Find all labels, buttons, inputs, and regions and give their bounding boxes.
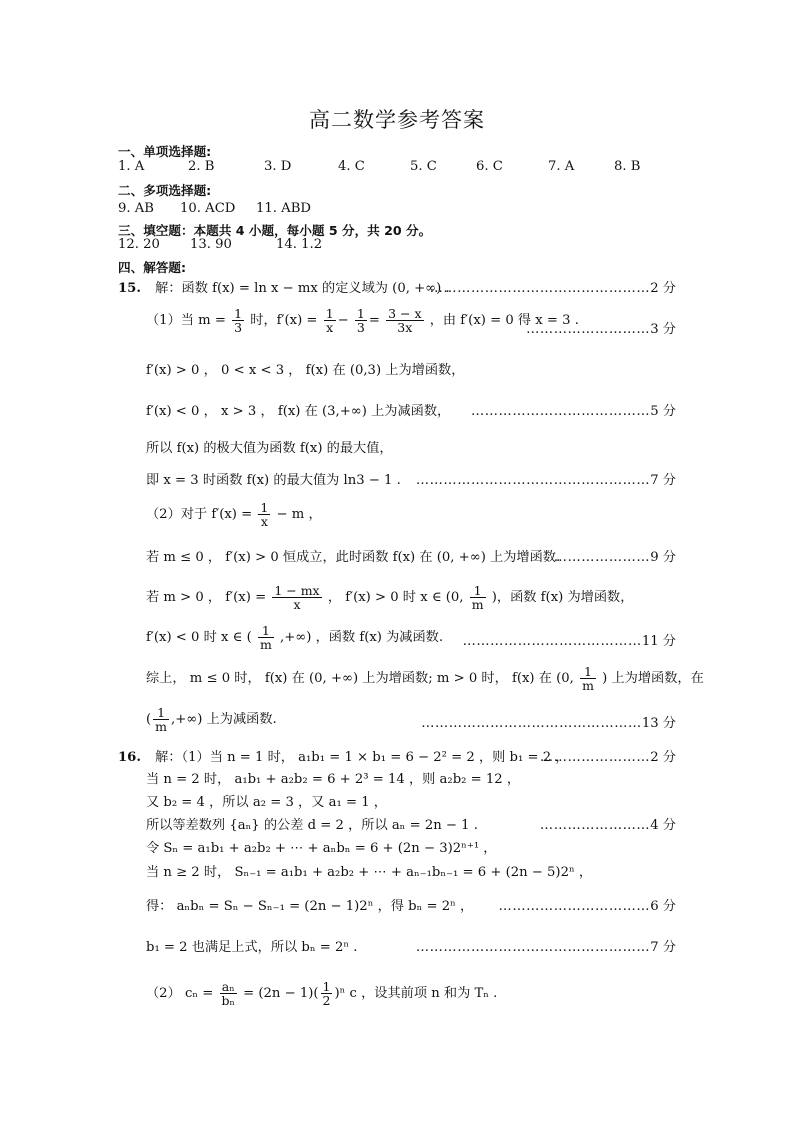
q15-points-2: ………………………3 分 (526, 322, 676, 337)
answer-6: 6. C (476, 159, 503, 174)
q16-line-7: 得： aₙbₙ = Sₙ − Sₙ₋₁ = (2n − 1)2ⁿ ，得 bₙ = 2ⁿ ， (146, 899, 474, 914)
fraction-1-minus-mx-over-x: $\frac{1 - mx}{x}$ (274, 583, 320, 613)
fraction-one-third: $\frac{1}{3}$ (234, 306, 243, 336)
q16-line-9: （2） cₙ = $\frac{\text{aₙ}}{\text{bₙ}}$ = (2n − 1)( $\frac{1}{2}$ )ⁿ c ，设其前项 n 和为 Tₙ . (146, 979, 498, 1009)
q16-line-1: 16. 解：（1）当 n = 1 时， a₁b₁ = 1 × b₁ = 6 − 2² = 2 ，则 b₁ = 2 ， (118, 750, 569, 765)
answer-8: 8. B (614, 159, 641, 174)
section-heading-single-choice: 一、单项选择题: (118, 144, 212, 159)
answer-3: 3. D (264, 159, 292, 174)
section-heading-multi-choice: 二、多项选择题: (118, 183, 212, 198)
answer-12: 12. 20 (118, 237, 160, 252)
q15-line-2: （1）当 m = $\frac{1}{3}$ 时，f′(x) = $\frac{1}{x}$ − $\frac{1}{3}$ = $\frac{3 - x}{3x}$ ，由 f′(x) = 0 得 x = 3 . (146, 306, 579, 336)
q16-line-6: 当 n ≥ 2 时， Sₙ₋₁ = a₁b₁ + a₂b₂ + ⋯ + aₙ₋₁bₙ₋₁ = 6 + (2n − 5)2ⁿ ， (146, 865, 593, 880)
q16-points-8: ……………………………………………7 分 (415, 940, 676, 955)
fraction-one-half: $\frac{1}{2}$ (322, 979, 331, 1009)
q15-number: 15. (118, 281, 141, 296)
q15-line-4: f′(x) < 0 ， x > 3 ， f(x) 在 (3,+∞) 上为减函数， (146, 404, 451, 419)
q16-line-5: 令 Sₙ = a₁b₁ + a₂b₂ + ⋯ + aₙbₙ = 6 + (2n − 3)2ⁿ⁺¹ ， (146, 841, 497, 856)
fraction-one-over-x-2: $\frac{1}{x}$ (260, 500, 269, 530)
q15-line-10: f′(x) < 0 时 x ∈ ( $\frac{1}{m}$ ,+∞) ，函数 f(x) 为减函数. (146, 623, 444, 653)
q15-line-3: f′(x) > 0 ， 0 < x < 3 ， f(x) 在 (0,3) 上为增函数， (146, 363, 465, 378)
fraction-one-over-m: $\frac{1}{m}$ (471, 583, 484, 613)
answer-11: 11. ABD (256, 201, 311, 216)
answer-5: 5. C (410, 159, 437, 174)
q16-line-3: 又 b₂ = 4 ，所以 a₂ = 3 ，又 a₁ = 1 ， (146, 795, 387, 810)
q16-points-1: ……………………2 分 (539, 750, 676, 765)
q15-points-1: …………………………………………2 分 (429, 281, 676, 296)
q15-domain-text: 解：函数 f(x) = ln x − mx 的定义域为 (0, +∞) . (155, 281, 450, 296)
q15-points-8: …………………9 分 (553, 550, 676, 565)
fraction-an-over-bn: $\frac{\text{aₙ}}{\text{bₙ}}$ (221, 979, 235, 1009)
answer-14: 14. 1.2 (276, 237, 323, 252)
q15-line-5: 所以 f(x) 的极大值为函数 f(x) 的最大值， (146, 441, 393, 456)
answer-7: 7. A (548, 159, 575, 174)
fraction-one-over-x: $\frac{1}{x}$ (325, 306, 334, 336)
q15-line-8: 若 m ≤ 0 ， f′(x) > 0 恒成立，此时函数 f(x) 在 (0, +∞) 上为增函数. (146, 550, 561, 565)
q16-line-2: 当 n = 2 时， a₁b₁ + a₂b₂ = 6 + 2³ = 14 ，则 a₂b₂ = 12 ， (146, 772, 521, 787)
q15-points-12: …………………………………………13 分 (421, 716, 676, 731)
section-heading-solutions: 四、解答题: (118, 260, 187, 275)
fraction-one-third-b: $\frac{1}{3}$ (356, 306, 365, 336)
q15-line-9: 若 m > 0 ， f′(x) = $\frac{1 - mx}{x}$ ， f′(x) > 0 时 x ∈ (0, $\frac{1}{m}$ )，函数 f(x) 为增函数， (146, 583, 634, 613)
fraction-one-over-m-2: $\frac{1}{m}$ (259, 623, 272, 653)
q16-line-4: 所以等差数列 {aₙ} 的公差 d = 2 ，所以 aₙ = 2n − 1 . (146, 818, 478, 833)
answer-1: 1. A (118, 159, 145, 174)
q16-line-8: b₁ = 2 也满足上式，所以 bₙ = 2ⁿ . (146, 940, 358, 955)
answer-10: 10. ACD (180, 201, 236, 216)
q16-points-4: ……………………4 分 (539, 818, 676, 833)
q15-line-6: 即 x = 3 时函数 f(x) 的最大值为 ln3 − 1 . (146, 473, 401, 488)
q15-points-4: …………………………………5 分 (470, 404, 676, 419)
answer-4: 4. C (338, 159, 365, 174)
q15-points-6: ……………………………………………7 分 (415, 473, 676, 488)
q16-points-7: ……………………………6 分 (498, 899, 676, 914)
answer-13: 13. 90 (190, 237, 232, 252)
fraction-one-over-m-3: $\frac{1}{m}$ (582, 664, 594, 694)
q15-line-11: 综上， m ≤ 0 时， f(x) 在 (0, +∞) 上为增函数; m > 0 时， f(x) 在 (0, $\frac{1}{m}$ ) 上为增函数，在 (146, 664, 704, 694)
q16-number: 16. (118, 750, 141, 765)
q15-line-1 (118, 277, 450, 296)
answer-9: 9. AB (118, 201, 154, 216)
section-heading-fill-blank: 三、填空题：本题共 4 小题，每小题 5 分，共 20 分。 (118, 223, 432, 238)
fraction-one-over-m-4: $\frac{1}{m}$ (155, 705, 168, 735)
q15-line-12: ( $\frac{1}{m}$ ,+∞) 上为减函数. (146, 705, 277, 735)
answer-2: 2. B (188, 159, 215, 174)
q15-line-7: （2）对于 f′(x) = $\frac{1}{x}$ − m ， (146, 500, 322, 530)
page-title: 高二数学参考答案 (309, 108, 485, 132)
q15-points-10: …………………………………11 分 (462, 634, 676, 649)
fraction-3-minus-x-over-3x: $\frac{3 - x}{3x}$ (388, 306, 422, 336)
